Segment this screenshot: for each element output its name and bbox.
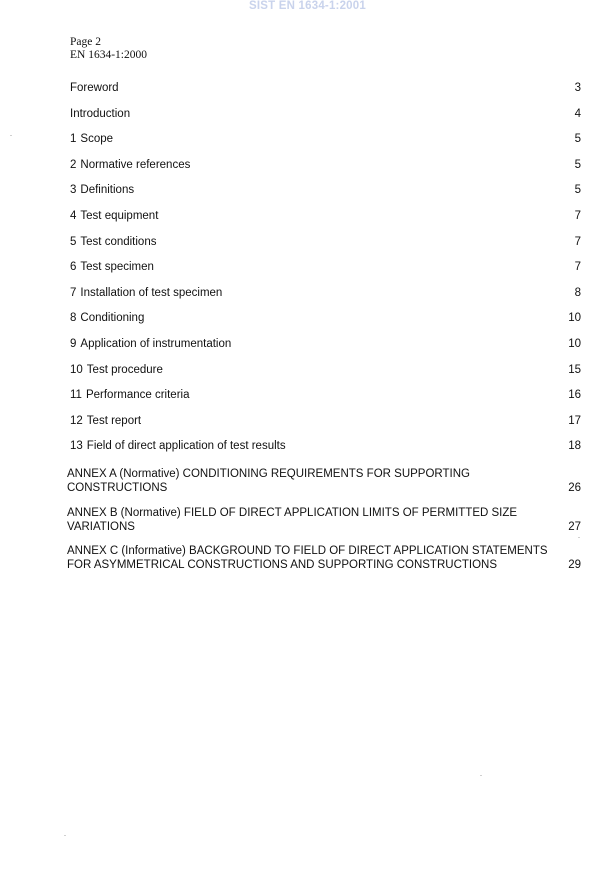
toc-entry-number: 11 [70, 389, 82, 402]
toc-entry-page: 5 [574, 158, 581, 171]
toc-entry-instrumentation [0, 336, 615, 362]
toc-entry-test-report [0, 413, 615, 439]
toc-annex-title [67, 467, 557, 495]
toc-entry-test-procedure [0, 362, 615, 388]
toc-entry-test-equipment [0, 208, 615, 234]
toc-entry-title: Definitions [80, 184, 135, 197]
toc-entry-scope [0, 131, 615, 157]
toc-entry-page: 15 [568, 363, 581, 376]
toc-entry-page: 16 [568, 389, 581, 402]
toc-entry-number: 2 [70, 158, 77, 171]
toc-annex-title-line: CONSTRUCTIONS [67, 481, 168, 494]
toc-entry-number: 9 [70, 337, 77, 350]
scan-speck [578, 537, 580, 538]
toc-entry-title: Field of direct application of test results [86, 440, 286, 453]
toc-annex-a [0, 464, 615, 503]
toc-entry-title: Test equipment [80, 209, 159, 222]
toc-entry-number: 13 [70, 440, 83, 453]
toc-entry-number: 10 [70, 363, 83, 376]
toc-entry-number: 1 [70, 133, 77, 146]
toc-entry-page: 18 [568, 440, 581, 453]
toc-entry-title: Installation of test specimen [80, 286, 223, 299]
toc-entry-page: 17 [568, 414, 581, 427]
toc-entry-page: 8 [574, 286, 581, 299]
toc-entry-title: Conditioning [80, 312, 145, 325]
page-header [70, 36, 147, 62]
toc-entry-page: 10 [568, 337, 581, 350]
toc-entry-conditioning [0, 310, 615, 336]
toc-annex-title [67, 544, 557, 572]
scan-speck [480, 775, 482, 776]
toc-entry-test-specimen [0, 259, 615, 285]
page-number-label: Page 2 [70, 36, 101, 48]
toc-annex-title-line: ANNEX C (Informative) BACKGROUND TO FIELD OF DIRECT APPLICATION STATEMENTS [67, 545, 548, 558]
toc-entry-number: 8 [70, 312, 77, 325]
toc-entry-title: Test conditions [80, 235, 157, 248]
toc-entry-number: 5 [70, 235, 77, 248]
toc-entry-title: Application of instrumentation [80, 337, 232, 350]
toc-annex-b [0, 503, 615, 542]
toc-entry-title: Scope [80, 133, 114, 146]
toc-entry-title: Normative references [80, 158, 191, 171]
toc-annex-page: 29 [568, 559, 581, 572]
toc-entry-title: Test procedure [86, 363, 163, 376]
toc-entry-page: 7 [574, 209, 581, 222]
toc-entry-number: 7 [70, 286, 77, 299]
toc-entry-title: Test report [86, 414, 142, 427]
toc-annex-title-line: ANNEX A (Normative) CONDITIONING REQUIREMENTS FOR SUPPORTING [67, 467, 470, 480]
toc-entry-number: 6 [70, 261, 77, 274]
toc-entry-number: 3 [70, 184, 77, 197]
toc-annex-title-line: ANNEX B (Normative) FIELD OF DIRECT APPLICATION LIMITS OF PERMITTED SIZE [67, 506, 518, 519]
table-of-contents [0, 80, 615, 580]
toc-annex-page: 27 [568, 520, 581, 533]
toc-entry-installation [0, 285, 615, 311]
toc-entry-page: 10 [568, 312, 581, 325]
toc-entry-page: 4 [574, 107, 581, 120]
toc-entry-title: Test specimen [80, 261, 154, 274]
toc-entry-title: Performance criteria [85, 389, 190, 402]
toc-entry-number: 12 [70, 414, 83, 427]
watermark: SIST EN 1634-1:2001 [249, 0, 366, 12]
toc-entry-page: 7 [574, 235, 581, 248]
toc-entry-title: Foreword [70, 82, 119, 94]
scan-speck [10, 135, 12, 136]
standard-reference: EN 1634-1:2000 [70, 49, 147, 61]
toc-annex-title-line: FOR ASYMMETRICAL CONSTRUCTIONS AND SUPPORTING CONSTRUCTIONS [67, 559, 498, 572]
toc-entry-definitions [0, 182, 615, 208]
toc-entry-page: 5 [574, 184, 581, 197]
toc-entry-test-conditions [0, 234, 615, 260]
toc-annex-title-line: VARIATIONS [67, 520, 135, 533]
toc-entry-title: Introduction [70, 107, 131, 120]
toc-annex-c [0, 541, 615, 580]
toc-entry-introduction [0, 106, 615, 132]
toc-entry-foreword [0, 80, 615, 106]
toc-entry-normative-references [0, 157, 615, 183]
toc-entry-number: 4 [70, 209, 77, 222]
scan-speck [64, 835, 66, 836]
toc-annex-page: 26 [568, 481, 581, 494]
toc-entry-page: 7 [574, 261, 581, 274]
toc-entry-field-of-application [0, 438, 615, 464]
toc-entry-performance-criteria [0, 387, 615, 413]
toc-entry-page: 3 [574, 82, 581, 94]
toc-entry-page: 5 [574, 133, 581, 146]
toc-annex-title [67, 506, 557, 534]
